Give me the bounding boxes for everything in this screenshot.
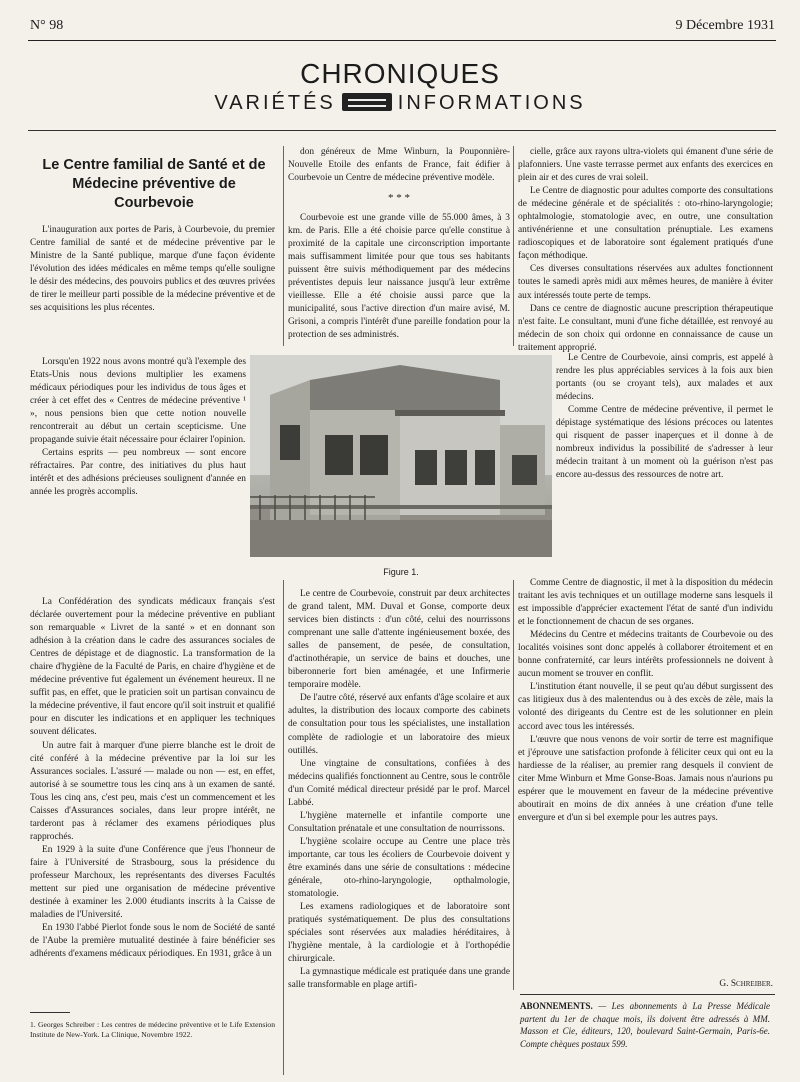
paragraph: cielle, grâce aux rayons ultra-violets qui émanent d'une série de plafonniers. Une vaste terrasse permet aux enfants des exercices en plein air et des cures de vrai soleil. [518, 147, 773, 184]
column-1-wrap [30, 356, 246, 596]
abonnements-text: — Les abonnements à La Presse Médicale partent du 1er de chaque mois, ils doivent être adressés à MM. Masson et Cie, éditeurs, 120, boulevard Saint-Germain, Paris-6e. Compte chèques postaux 599. [520, 1001, 771, 1049]
column-2-mid [288, 212, 510, 347]
column-divider [283, 580, 284, 1075]
paragraph: La gymnastique médicale est pratiquée dans une grande salle transformable en plage artifi- [288, 967, 510, 991]
column-divider [283, 146, 284, 346]
paragraph: L'hygiène maternelle et infantile comporte une Consultation prénatale et une consultation de nourrissons. [288, 810, 510, 834]
abonnements-label: ABONNEMENTS. [520, 1001, 593, 1011]
article-title: Le Centre familial de Santé et de Médecine préventive de Courbevoie [42, 157, 266, 211]
paragraph: Le Centre de diagnostic pour adultes comporte des consultations de médecine générale et de spécialités : oto-rhino-laryngologie; ophtalmologie, stomatologie avec, en outre, une consultation antivénérienne et une consultation prénuptiale. Les examens radioscopiques et de laboratoire sont également pratiqués d'une façon méthodique. [518, 186, 773, 262]
paragraph: Une vingtaine de consultations, confiées à des médecins qualifiés fonctionnent au Centre, sous le contrôle d'un Comité médical directeur présidé par le prof. Marcel Labbé. [288, 758, 510, 808]
paragraph: Les examens radiologiques et de laboratoire sont pratiqués systématiquement. De plus des consultations spéciales sont réservées aux maladies héréditaires, à l'hygiène mentale, à la cardiologie et à l'orthopédie chirurgicale. [288, 902, 510, 965]
paragraph: Dans ce centre de diagnostic aucune prescription thérapeutique n'est faite. Le consultant, muni d'une fiche détaillée, est renvoyé au médecin de son choix qui ordonne en connaissance de cause un traitement approprié. [518, 303, 773, 352]
footnote-rule [30, 1012, 70, 1013]
paragraph: Certains esprits — peu nombreux — sont encore réfractaires. Par contre, des initiatives du plus haut intérêt et des adhésions précieuses soulignent d'année en année les progrès accomplis. [30, 448, 246, 498]
column-2-top [288, 146, 510, 196]
paragraph: Le Centre de Courbevoie, ainsi compris, est appelé à rendre les plus appréciables services à la fois aux bien portants (ou se croyant tels), aux malades et aux médecins. [556, 353, 773, 403]
paragraph: En 1930 l'abbé Pierlot fonde sous le nom de Société de santé de l'Aube la première mutualité destinée à faire bénéficier ses adhérents d'examens médicaux périodiques. En 1931, grâce à un [30, 923, 275, 960]
column-1-bottom [30, 596, 275, 1006]
paragraph: Médecins du Centre et médecins traitants de Courbevoie ou des localités voisines sont donc appelés à collaborer étroitement et en bonne confraternité, car leurs intérêts professionnels ne doivent à aucun moment se trouver en conflit. [518, 630, 773, 680]
paragraph: Comme Centre de diagnostic, il met à la disposition du médecin traitant les avis techniques et un outillage moderne sans lesquels il est impossible d'apprécier exactement l'état de santé d'un individu et le fonctionnement de chacun de ses organes. [518, 578, 773, 628]
masthead-title: CHRONIQUES [300, 58, 500, 89]
issue-number: N° 98 [30, 18, 64, 33]
column-divider [513, 580, 514, 990]
figure-caption: Figure 1. [383, 567, 419, 577]
paragraph: L'hygiène scolaire occupe au Centre une place très importante, car tous les écoliers de Courbevoie doivent y être examinés dans une série de consultations : médecine générale, oto-rhino-laryngologie, opthalmologie, stomatologie. [288, 836, 510, 900]
paragraph: Courbevoie est une grande ville de 55.000 âmes, à 3 km. de Paris. Elle a été choisie parce qu'elle constitue à proximité de la capitale une circonscription importante mais suffisamment limitée pour que tous ses habitants puissent être suivis méthodiquement par des médecins préventistes depuis leur naissance jusqu'à leur extrême vieillesse. Elle a été choisie aussi parce que la municipalité, sous l'active direction d'un maire avisé, M. Grisoni, a compris l'intérêt d'une pareille fondation pour la protection de ses administrés. [288, 213, 510, 341]
masthead-left: VARIÉTÉS [214, 92, 336, 114]
paragraph: En 1929 à la suite d'une Conférence que j'eus l'honneur de faire à l'Université de Strasbourg, sous la présidence du professeur Marchoux, les représentants des diverses Facultés mettent sur pied une organisation de médecine préventive destinée à examiner les 2.000 étudiants inscrits à la Caisse de maladies de l'Université. [30, 844, 275, 921]
header-rule [28, 40, 776, 41]
paragraph: De l'autre côté, réservé aux enfants d'âge scolaire et aux adultes, la distribution des locaux comporte des cabinets de consultation pour tous les spécialistes, une installation complète de radiologie et un laboratoire des mieux outillés. [288, 693, 510, 756]
column-1-top [30, 224, 275, 354]
column-2-bottom [288, 588, 510, 1078]
building-photo [250, 355, 552, 557]
section-stars: * * * [388, 194, 410, 203]
masthead-rule [28, 130, 776, 131]
paragraph: L'institution étant nouvelle, il se peut qu'au début surgissent des cas litigieux dus à des malentendus ou à des excès de zèle, mais la volonté des dirigeants du Centre est de les solutionner en plein accord avec tous les intéressés. [518, 682, 773, 732]
column-3-top [518, 146, 773, 352]
column-divider [513, 146, 514, 346]
column-3-wrap [556, 352, 773, 577]
masthead-logo-icon [342, 93, 392, 111]
masthead-right: INFORMATIONS [397, 92, 586, 114]
paragraph: Lorsqu'en 1922 nous avons montré qu'à l'exemple des Etats-Unis nous devions multiplier les examens médicaux périodiques pour les individus de tous âges et créer à cet effet des « Centres de médecine préventive ¹ », nous pensions bien que cette notion nouvelle rencontrerait au début un certain scepticisme. Une propagande suivie était nécessaire pour éclairer l'opinion. [30, 357, 246, 446]
paragraph: Un autre fait à marquer d'une pierre blanche est le droit de cité conféré à la médecine préventive par la loi sur les Assurances sociales. L'assuré — malade ou non — est, en effet, autorisé à se soumettre tous les cinq ans à un examen de santé. Tous les cinq ans, c'est peu, mais c'est un commencement et les Caisses d'Assurances sociales, dans leur propre intérêt, ne tarderont pas à réclamer des examens périodiques plus rapprochés. [30, 740, 275, 842]
paragraph: Le centre de Courbevoie, construit par deux architectes de grand talent, MM. Duval et Gonse, comporte deux services bien distincts : d'un côté, celui des nourrissons comprenant une salle d'attente ingénieusement boxée, des salles de pansement, de pesée, de consultation, d'actinothérapie, un service de bains et douches, une biberonnerie fort bien aménagée, et une Infirmerie temporaire modèle. [288, 589, 510, 691]
paragraph: Ces diverses consultations réservées aux adultes fonctionnent toutes le samedi après midi aux mêmes heures, de manière à éviter aux intéressés toute perte de temps. [518, 264, 773, 301]
issue-date: 9 Décembre 1931 [675, 18, 775, 33]
building-illustration [250, 355, 552, 557]
signature: G. Schreiber. [719, 979, 773, 989]
paragraph: don généreux de Mme Winburn, la Pouponnière-Nouvelle Etoile des enfants de France, fait édifier à Courbevoie un Centre de médecine préventive modèle. [288, 147, 510, 184]
footnote: 1. Georges Schreiber : Les centres de médecine préventive et le Life Extension Institute de New-York. La Clinique, Novembre 1922. [30, 1020, 275, 1039]
paragraph: Comme Centre de médecine préventive, il permet le dépistage systématique des lésions précoces ou latentes qui risquent de passer inaperçues et il donne à de nombreux individus la possibilité de s'adresser à leur médecin traitant à un moment où la guérison n'est pas encore au-dessus des ressources de notre art. [556, 405, 773, 481]
column-3-bottom [518, 577, 773, 989]
masthead-subtitle [0, 92, 800, 115]
paragraph: La Confédération des syndicats médicaux français s'est déclarée ouvertement pour la médecine préventive en publiant son remarquable « Livret de la santé » et en donnant son adhésion à la création dans le cadre des assurances sociales de Centres de dépistage et de diagnostic. La transformation de la chaire d'hygiène de la Faculté de Paris, en chaire d'hygiène et de médecine préventive fut également un événement heureux. Il ne suffit pas, en effet, que le praticien soit un partisan convaincu de la médecine préventive, il faut encore qu'il soit instruit et qualifié pour en discuter les indications et en appliquer les techniques souvent délicates. [30, 597, 275, 738]
abonnements-rule [520, 994, 775, 995]
paragraph: L'inauguration aux portes de Paris, à Courbevoie, du premier Centre familial de santé et de médecine préventive par le Ministre de la Santé publique, marque d'une façon évidente l'évolution des idées médicales en même temps qu'elle souligne le désir des médecins, des pouvoirs publics et des œuvres privées de tirer le meilleur parti possible de la médecine préventive et de ses acquisitions les plus récentes. [30, 225, 275, 314]
abonnements-notice [520, 1000, 770, 1050]
paragraph: L'œuvre que nous venons de voir sortir de terre est magnifique et j'éprouve une satisfaction profonde à féliciter ceux qui ont eu la hardiesse de la réaliser, au premier rang desquels il convient de citer Mme Winburn et Mme Gonse-Boas. Jamais nous n'aurions pu espérer que le mouvement en faveur de la médecine préventive aboutirait en moins de dix années à une création d'une telle envergure et d'un si bel exemple pour les autres pays. [518, 734, 773, 823]
